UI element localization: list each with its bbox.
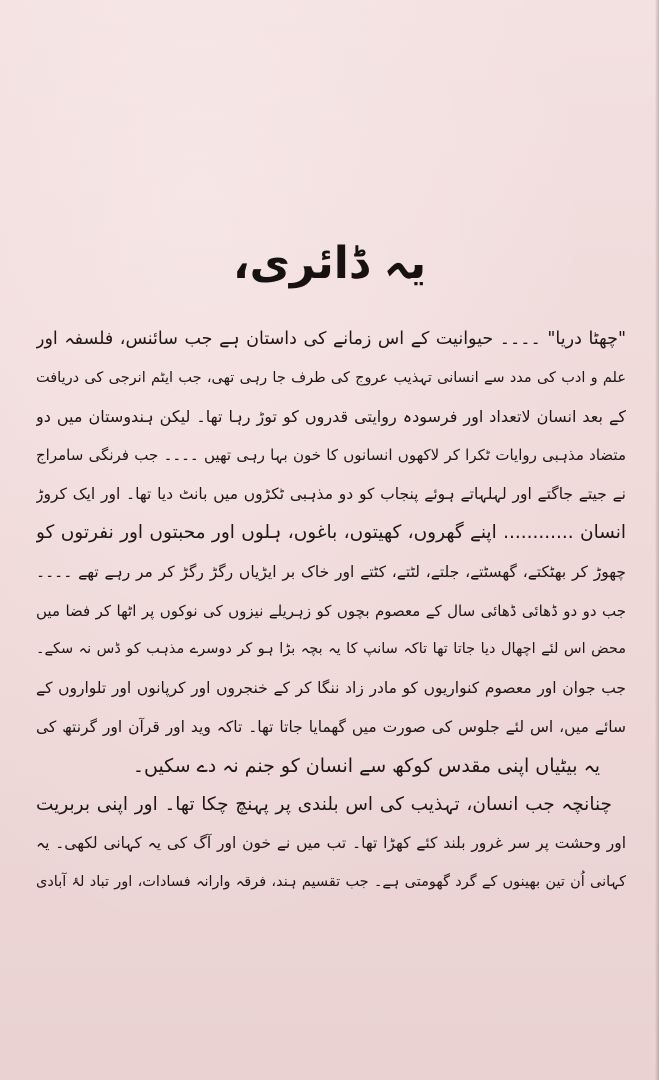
text-line: محض اس لئے اچھال دیا جاتا تھا تاکہ سانپ کا یہ بچہ بڑا ہو کر دوسرے مذہب کو ڈس نہ سکے۔	[36, 641, 626, 658]
text-line: اور وحشت پر سر غرور بلند کئے کھڑا تھا۔ تب میں نے خون اور آگ کی یہ کہانی لکھی۔ یہ	[36, 834, 626, 853]
text-line: کے بعد انسان لاتعداد اور فرسودہ روایتی قدروں کو توڑ رہا تھا۔ لیکن ہندوستان میں دو	[36, 406, 626, 426]
text-line: سائے میں، اس لئے جلوس کی صورت میں گھمایا جاتا تھا۔ تاکہ وید اور قرآن اور گرنتھ کی	[36, 717, 626, 736]
text-line: جب جوان اور معصوم کنواریوں کو مادر زاد ننگا کر کے خنجروں اور کرپانوں اور تلواروں کے	[36, 679, 626, 698]
text-line: "چھٹا دریا" ۔۔۔۔ حیوانیت کے اس زمانے کی داستان ہے جب سائنس، فلسفہ اور	[36, 329, 626, 349]
text-line: متضاد مذہبی روایات ٹکرا کر لاکھوں انسانوں کا خون بہا رہی تھیں ۔۔۔۔ جب فرنگی سامراج	[36, 446, 626, 465]
page-title: یہ ڈائری،	[232, 238, 427, 289]
body-paragraph	[36, 320, 626, 902]
text-line: انسان ............ اپنے گھروں، کھیتوں، باغوں، ہلوں اور محبتوں اور نفرتوں کو	[36, 521, 626, 543]
text-line: نے جیتے جاگتے اور لہلہاتے ہوئے پنجاب کو دو مذہبی ٹکڑوں میں بانٹ دیا تھا۔ اور ایک کروڑ	[36, 485, 626, 504]
text-line: چنانچہ جب انسان، تہذیب کی اس بلندی پر پہنچ چکا تھا۔ اور اپنی بربریت	[36, 793, 612, 815]
text-line: چھوڑ کر بھٹکتے، گھسٹتے، جلتے، لٹتے، کٹتے اور خاک بر ایڑیاں رگڑ رگڑ کر مر رہے تھے ۔۔۔۔	[36, 562, 626, 581]
text-line: جب دو دو ڈھائی ڈھائی سال کے معصوم بچوں کو زہریلے نیزوں کی نوکوں پر اٹھا کر فضا میں	[36, 601, 626, 620]
text-line: علم و ادب کی مدد سے انسانی تہذیب عروج کی طرف جا رہی تھی، جب ایٹم انرجی کی دریافت	[36, 369, 626, 386]
page-edge-shadow	[655, 0, 659, 1080]
text-line: کہانی اُن تین بھینوں کے گرد گھومتی ہے۔ جب تقسیم ہند، فرقہ وارانہ فسادات، اور تباد لۂ آبادی	[36, 874, 626, 891]
text-line: یہ بیٹیاں اپنی مقدس کوکھ سے انسان کو جنم نہ دے سکیں۔	[132, 754, 600, 777]
